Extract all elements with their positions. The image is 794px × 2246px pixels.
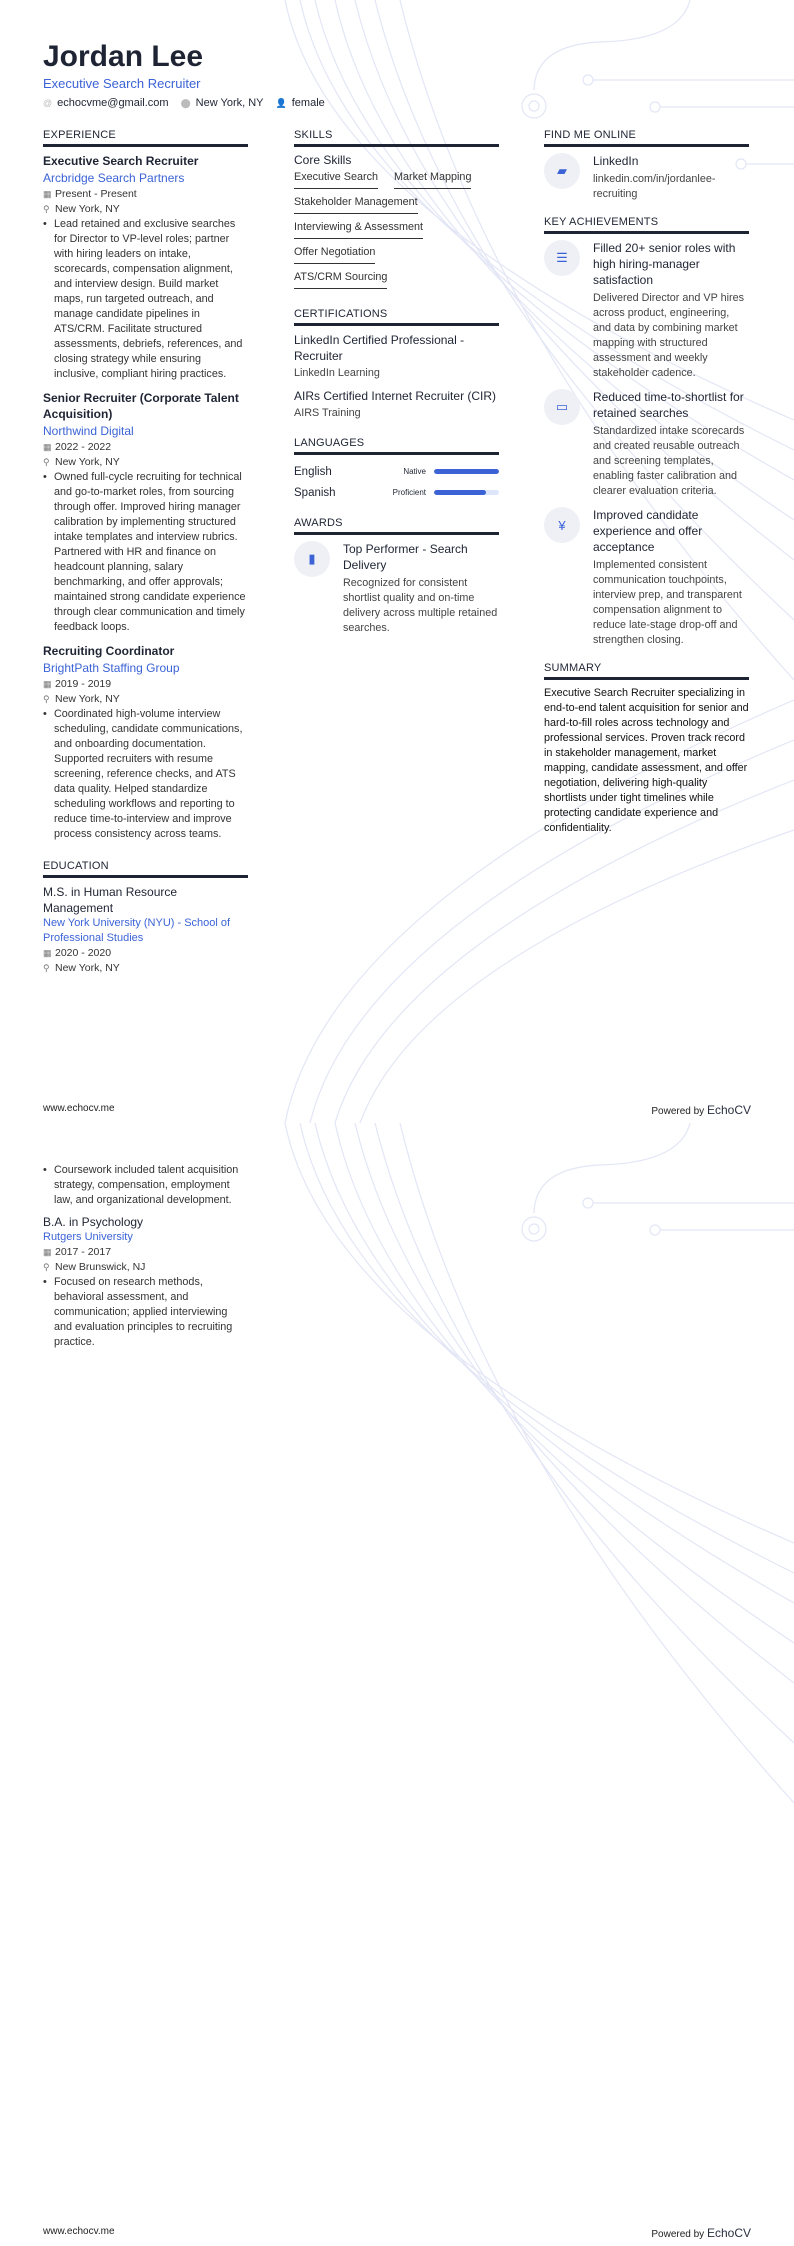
section-education: EDUCATION — [43, 860, 248, 878]
resume-page-2 — [0, 1123, 794, 2246]
dates: 2017 - 2017 — [55, 1246, 112, 1258]
education-item — [43, 1214, 248, 1350]
language-bar — [434, 490, 499, 495]
online-url[interactable]: linkedin.com/in/jordanlee-recruiting — [593, 173, 716, 200]
education-item — [43, 884, 248, 976]
job-title: Senior Recruiter (Corporate Talent Acquisition) — [43, 391, 239, 421]
contact-info — [43, 97, 325, 109]
left-column — [43, 129, 248, 984]
calendar-icon: ▦ — [43, 948, 52, 958]
location: New York, NY — [55, 203, 120, 215]
footer-powered: Powered by EchoCV — [651, 1103, 751, 1117]
award-desc: Recognized for consistent shortlist quality and on-time delivery across multiple retained searches. — [343, 577, 498, 634]
achievement-item — [544, 389, 749, 499]
section-languages: LANGUAGES — [294, 437, 499, 455]
footer-site[interactable]: www.echocv.me — [43, 1103, 115, 1114]
cert-name: AIRs Certified Internet Recruiter (CIR) — [294, 389, 497, 403]
at-icon: @ — [43, 98, 53, 108]
section-awards: AWARDS — [294, 517, 499, 535]
online-label: LinkedIn — [593, 154, 639, 168]
dates: 2019 - 2019 — [55, 678, 112, 690]
section-certifications: CERTIFICATIONS — [294, 308, 499, 326]
section-skills: SKILLS — [294, 129, 499, 147]
skill-tag: Interviewing & Assessment — [294, 221, 423, 239]
skill-tag: Offer Negotiation — [294, 246, 375, 264]
bullet: • Lead retained and exclusive searches for Director to VP-level roles; partner with hiring leaders on intake, scorecards, compensation alignment, and interview design. Build market maps, run targeted outreach, and manage candidate pipelines in ATS/CRM. Facilitate structured assessments, debriefs, references, and closing strategy while ensuring inclusive, compliant hiring practices. — [43, 217, 248, 382]
achievement-title: Reduced time-to-shortlist for retained searches — [593, 390, 744, 420]
achievement-desc: Delivered Director and VP hires across product, engineering, and data by combining market mapping with structured assessment and weekly stakeholder cadence. — [593, 292, 745, 379]
achievement-item — [544, 507, 749, 648]
bullet: • Coordinated high-volume interview scheduling, candidate communications, and onboarding documentation. Supported recruiters with resume screening, reference checks, and ATS data quality. Helped standardize scheduling workflows and reporting to reduce time-to-interview and improve process consistency across teams. — [43, 707, 248, 842]
calendar-icon: ▦ — [43, 442, 52, 452]
achievement-item — [544, 240, 749, 381]
location: New York, NY — [55, 962, 120, 974]
right-column — [544, 129, 749, 836]
skill-tag: Stakeholder Management — [294, 196, 418, 214]
achievement-title: Filled 20+ senior roles with high hiring-manager satisfaction — [593, 241, 736, 287]
map-pin-icon: ⚲ — [43, 457, 50, 467]
calendar-icon: ▦ — [43, 189, 52, 199]
section-summary: SUMMARY — [544, 662, 749, 680]
map-pin-icon: ⚲ — [43, 694, 50, 704]
contact-location: ⬤ New York, NY — [180, 97, 264, 109]
dates: 2020 - 2020 — [55, 947, 112, 959]
bullet: • Focused on research methods, behavioral assessment, and communication; applied interviewing and evaluation principles to recruiting practice. — [43, 1275, 248, 1350]
contact-gender: 👤 female — [275, 97, 325, 109]
dates: 2022 - 2022 — [55, 441, 112, 453]
section-online: FIND ME ONLINE — [544, 129, 749, 147]
candidate-title: Executive Search Recruiter — [43, 76, 201, 91]
job-title: Recruiting Coordinator — [43, 644, 175, 658]
summary-text: Executive Search Recruiter specializing in end-to-end talent acquisition for senior and hard-to-fill roles across technology and professional services. Proven track record in stakeholder management, market mapping, candidate assessment, and offer negotiation, delivering high-quality shortlists under tight timelines while protecting candidate experience and confidentiality. — [544, 687, 749, 834]
award-file-icon: ▮ — [294, 541, 330, 577]
footer-site[interactable]: www.echocv.me — [43, 2226, 115, 2237]
language-bar — [434, 469, 499, 474]
location: New Brunswick, NJ — [55, 1261, 146, 1273]
section-experience: EXPERIENCE — [43, 129, 248, 147]
user-icon: 👤 — [275, 98, 287, 108]
degree: M.S. in Human Resource Management — [43, 885, 178, 915]
skills-list — [294, 171, 499, 296]
cert-org: AIRS Training — [294, 407, 361, 419]
location: New York, NY — [55, 693, 120, 705]
school: Rutgers University — [43, 1231, 133, 1243]
award-title: Top Performer - Search Delivery — [343, 542, 468, 572]
school: New York University (NYU) - School of Professional Studies — [43, 917, 231, 944]
location: New York, NY — [55, 456, 120, 468]
online-item[interactable] — [544, 153, 749, 202]
company: Arcbridge Search Partners — [43, 171, 185, 185]
monitor-icon: ▭ — [544, 389, 580, 425]
experience-item — [43, 153, 248, 382]
section-achievements: KEY ACHIEVEMENTS — [544, 216, 749, 234]
calendar-icon: ▦ — [43, 1247, 52, 1257]
cert-org: LinkedIn Learning — [294, 367, 380, 379]
dates: Present - Present — [55, 188, 137, 200]
bullet: • Coursework included talent acquisition strategy, compensation, employment law, and organizational development. — [43, 1163, 248, 1208]
degree: B.A. in Psychology — [43, 1215, 144, 1229]
map-pin-icon: ⚲ — [43, 204, 50, 214]
skill-tag: ATS/CRM Sourcing — [294, 271, 387, 289]
cert-name: LinkedIn Certified Professional - Recruiter — [294, 333, 465, 363]
map-pin-icon: ⚲ — [43, 1262, 50, 1272]
skill-tag: Executive Search — [294, 171, 378, 189]
award-item — [294, 541, 499, 636]
middle-column — [294, 129, 499, 644]
experience-item — [43, 390, 248, 635]
skill-tag: Market Mapping — [394, 171, 471, 189]
list-icon: ☰ — [544, 240, 580, 276]
yen-icon: ¥ — [544, 507, 580, 543]
calendar-icon: ▦ — [43, 679, 52, 689]
map-pin-icon: ⬤ — [180, 98, 191, 108]
footer-powered: Powered by EchoCV — [651, 2226, 751, 2240]
experience-item — [43, 643, 248, 842]
brand-logo: EchoCV — [706, 2226, 751, 2240]
company: Northwind Digital — [43, 424, 134, 438]
brand-logo: EchoCV — [706, 1103, 751, 1117]
company: BrightPath Staffing Group — [43, 661, 180, 675]
language-row: English Native — [294, 461, 499, 482]
job-title: Executive Search Recruiter — [43, 154, 199, 168]
achievement-desc: Standardized intake scorecards and created reusable outreach and screening templates, enabling faster calibration and clearer evaluation criteria. — [593, 425, 745, 497]
linkedin-icon: ▰ — [544, 153, 580, 189]
achievement-desc: Implemented consistent communication touchpoints, interview prep, and transparent compensation alignment to reduce late-stage drop-off and strengthen closing. — [593, 559, 742, 646]
map-pin-icon: ⚲ — [43, 963, 50, 973]
left-column-continued — [43, 1163, 248, 1358]
language-row: Spanish Proficient — [294, 482, 499, 503]
candidate-name: Jordan Lee — [43, 40, 204, 73]
bullet: • Owned full-cycle recruiting for technical and go-to-market roles, from sourcing through offer. Improved hiring manager calibration by implementing structured intake templates and interview rubrics. Partnered with HR and finance on headcount planning, salary benchmarking, and offer approvals; maintained strong candidate experience through clear communication and timely feedback loops. — [43, 470, 248, 635]
contact-email[interactable]: @ echocvme@gmail.com — [43, 97, 169, 109]
achievement-title: Improved candidate experience and offer acceptance — [593, 508, 703, 554]
skills-heading: Core Skills — [294, 153, 352, 167]
